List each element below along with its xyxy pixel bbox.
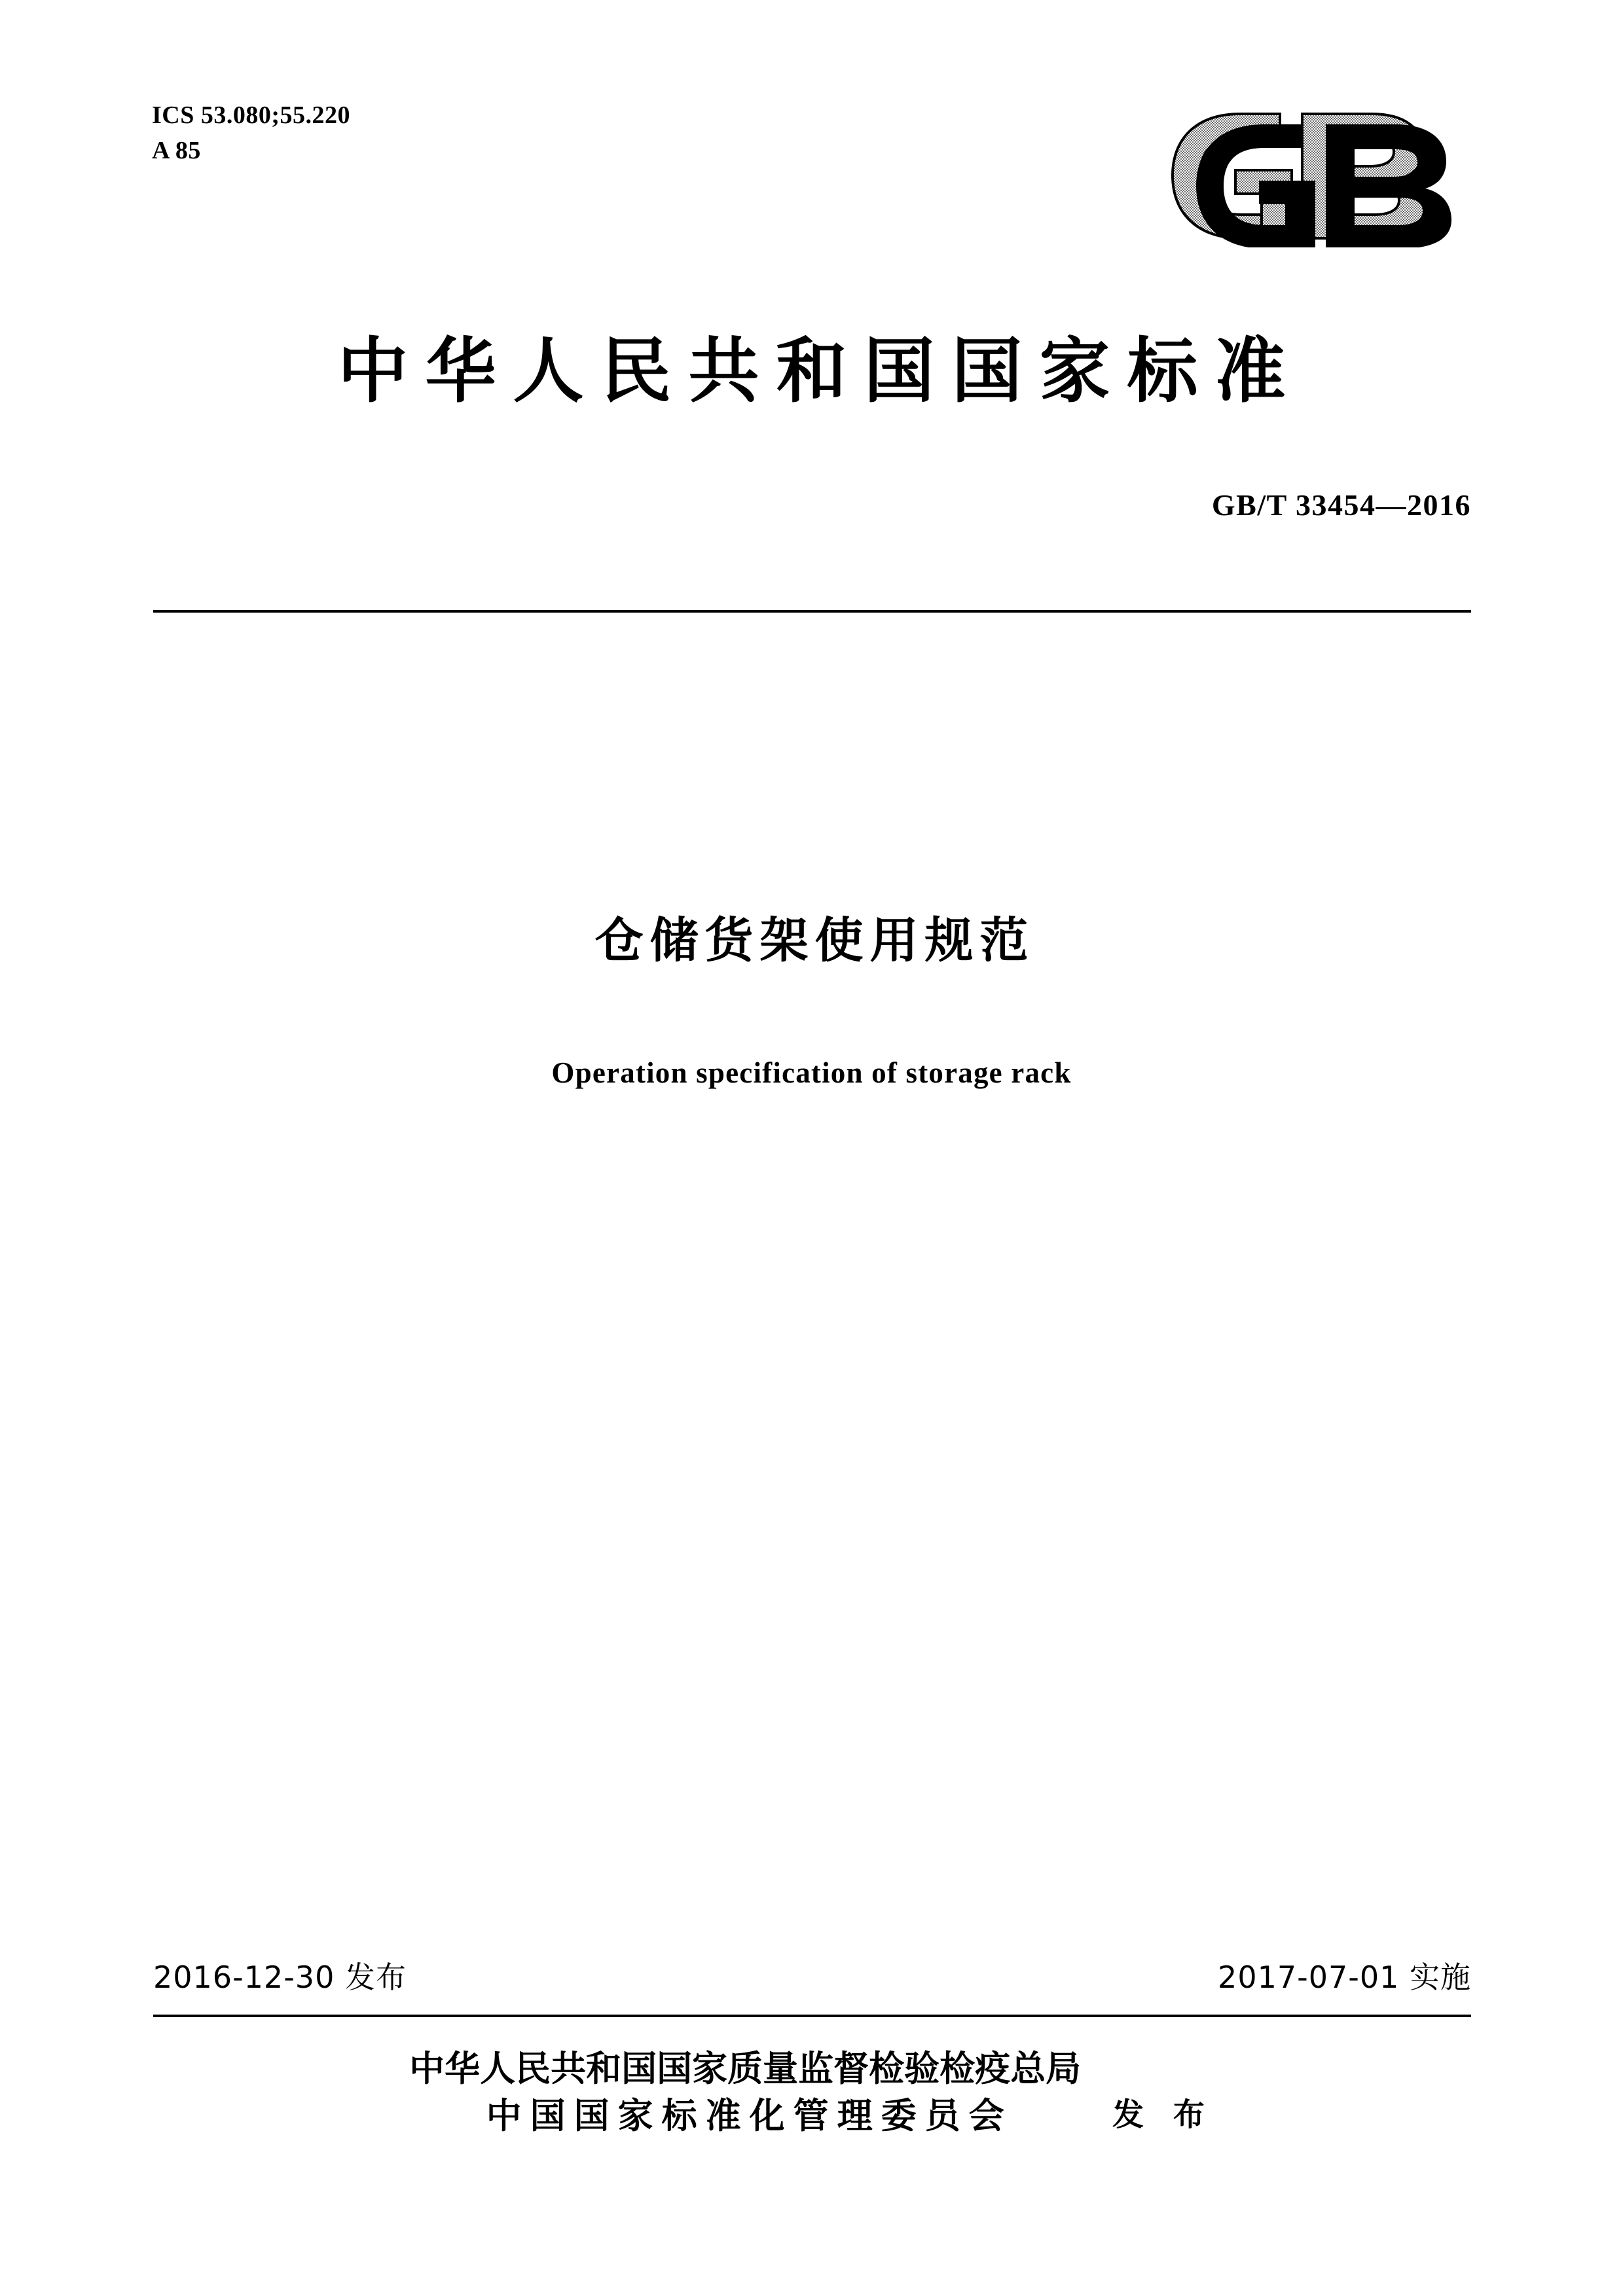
- publisher-verb: 发 布: [1112, 2096, 1214, 2133]
- ics-code: ICS 53.080;55.220: [152, 101, 351, 129]
- chinese-standard-class-code: A 85: [152, 136, 201, 164]
- publisher-line-1: 中华人民共和国国家质量监督检验检疫总局: [409, 2047, 1082, 2089]
- dates-row: [153, 1954, 1471, 1997]
- national-standard-title: 中华人民共和国国家标准: [337, 330, 1303, 412]
- ics-classification-block: [152, 98, 350, 169]
- effective-date: 2017-07-01 实施: [1218, 1960, 1471, 1995]
- publisher-block: [0, 2045, 1623, 2140]
- issue-date: 2016-12-30 发布: [153, 1960, 407, 1995]
- header-divider: [153, 610, 1471, 613]
- gb-logo-icon: [1163, 110, 1478, 247]
- document-title-english: Operation specification of storage rack: [551, 1056, 1072, 1089]
- document-title-chinese: 仓储货架使用规范: [594, 912, 1035, 969]
- footer-divider: [153, 2015, 1471, 2017]
- publisher-names: [409, 2045, 1081, 2140]
- publisher-line-2: 中国国家标准化管理委员会: [486, 2094, 1013, 2136]
- standard-number: GB/T 33454—2016: [1211, 488, 1471, 522]
